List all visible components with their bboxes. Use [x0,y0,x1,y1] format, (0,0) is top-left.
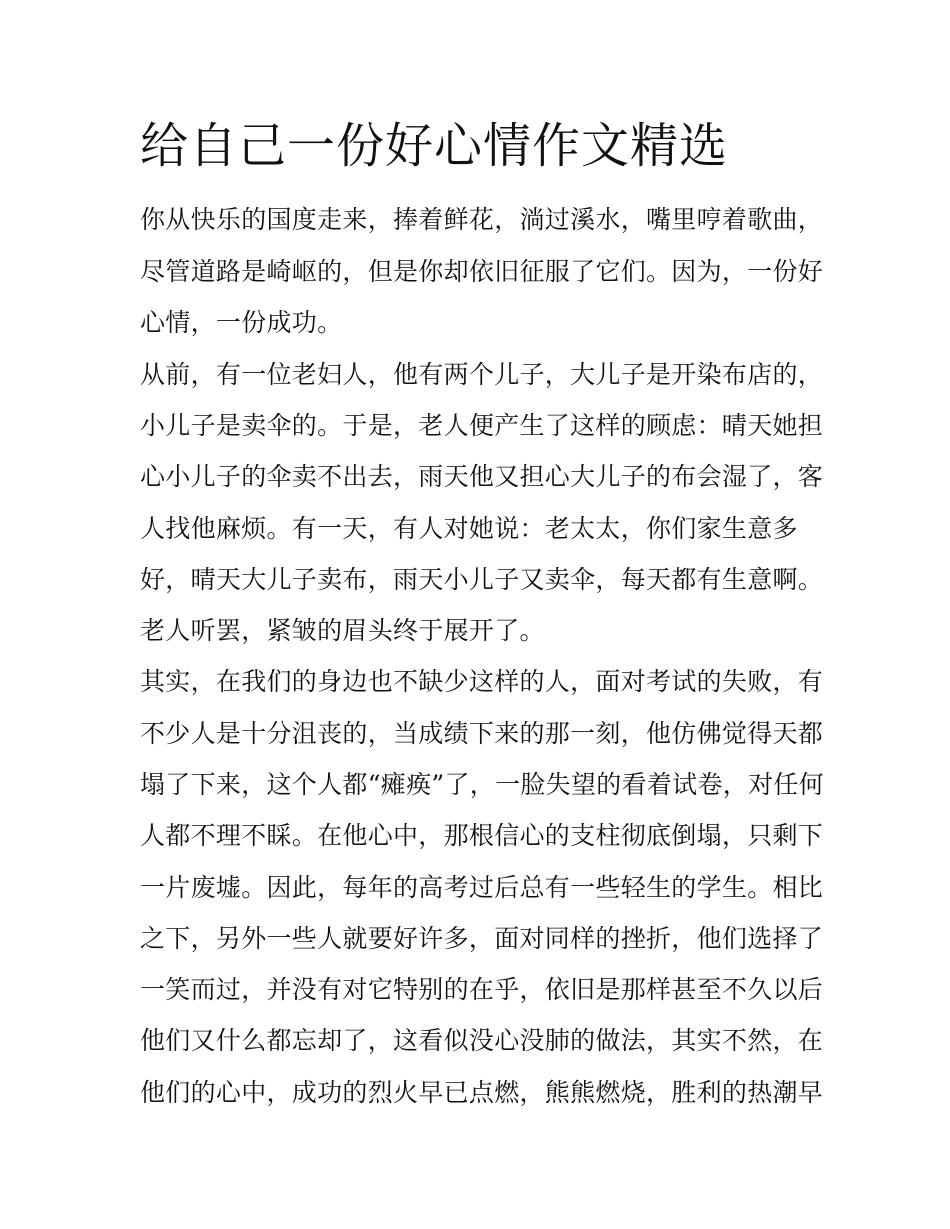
body-line: 人找他麻烦。有一天，有人对她说：老太太，你们家生意多 [140,514,798,543]
body-line: 从前，有一位老妇人，他有两个儿子，大儿子是开染布店的， [140,360,824,389]
body-line: 好，晴天大儿子卖布，雨天小儿子又卖伞，每天都有生意啊。 [140,565,824,594]
body-line: 人都不理不睬。在他心中，那根信心的支柱彻底倒塌，只剩下 [140,821,824,850]
body-line: 不少人是十分沮丧的，当成绩下来的那一刻，他仿佛觉得天都 [140,719,824,748]
body-line: 小儿子是卖伞的。于是，老人便产生了这样的顾虑：晴天她担 [140,411,824,440]
body-line: 一笑而过，并没有对它特别的在乎，依旧是那样甚至不久以后 [140,975,824,1004]
body-line: 塌了下来，这个人都“瘫痪”了，一脸失望的看着试卷，对任何 [140,770,824,799]
body-line: 一片废墟。因此，每年的高考过后总有一些轻生的学生。相比 [140,873,824,902]
body-line: 老人听罢，紧皱的眉头终于展开了。 [140,616,545,645]
body-line: 他们又什么都忘却了，这看似没心没肺的做法，其实不然，在 [140,1026,824,1055]
body-line: 心小儿子的伞卖不出去，雨天他又担心大儿子的布会湿了，客 [140,462,824,491]
body-line: 心情，一份成功。 [140,308,343,337]
body-line: 其实，在我们的身边也不缺少这样的人，面对考试的失败，有 [140,667,824,696]
body-line: 之下，另外一些人就要好许多，面对同样的挫折，他们选择了 [140,924,824,953]
document-title: 给自己一份好心情作文精选 [140,118,729,174]
body-line: 他们的心中，成功的烈火早已点燃，熊熊燃烧，胜利的热潮早 [140,1078,824,1107]
body-line: 尽管道路是崎岖的，但是你却依旧征服了它们。因为，一份好 [140,257,824,286]
body-line: 你从快乐的国度走来，捧着鲜花，淌过溪水，嘴里哼着歌曲， [140,205,824,234]
